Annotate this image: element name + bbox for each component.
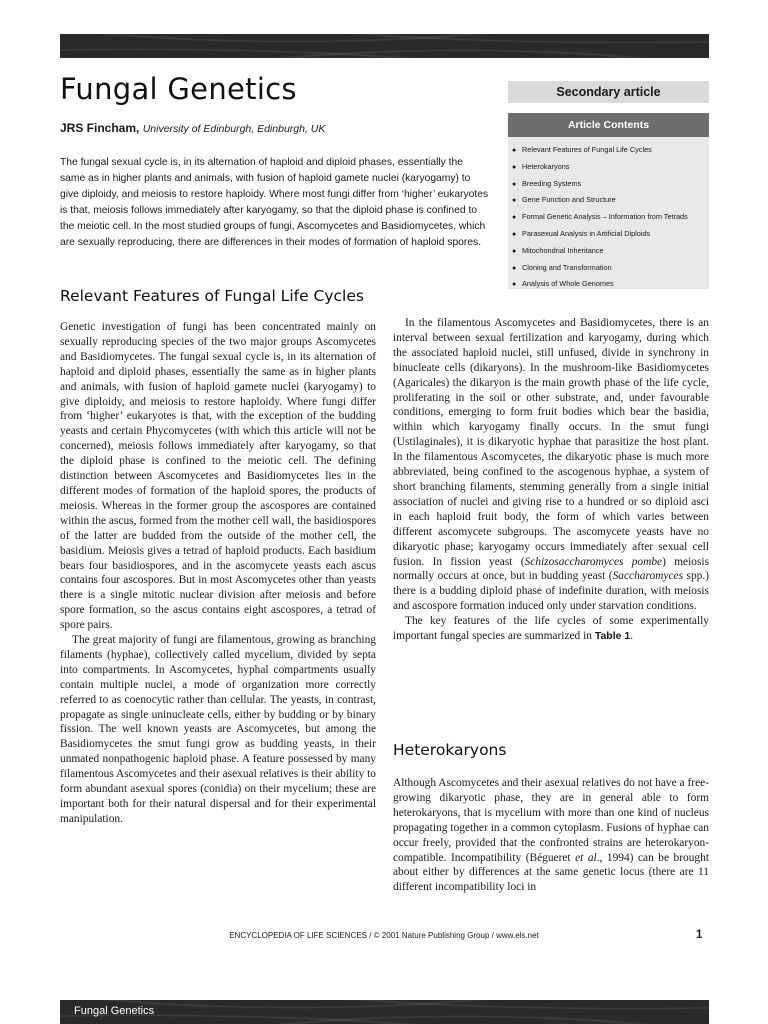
right-column-top [393,316,709,644]
toc-item-label: Mitochondrial Inheritance [522,245,604,255]
page-footer: ENCYCLOPEDIA OF LIFE SCIENCES / © 2001 Nature Publishing Group / www.els.net [229,931,539,940]
header-decorative-band [60,34,709,58]
text-run: ) meiosis normally occurs at once, but in budding yeast ( [393,555,709,583]
text-run: spp.) there is a budding diploid phase of indefinite duration, with meiosis and ascospore formation induced only under starvation conditions. [393,570,710,613]
author-affiliation: University of Edinburgh, Edinburgh, UK [142,123,326,135]
body-paragraph [393,316,709,614]
page-number: 1 [696,929,703,941]
text-run: Although Ascomycetes and their asexual relatives do not have a free-growing dikaryotic phase, they are in general able to form heterokaryons, that is mycelium with more than one kind of nucleus propagating together in a common cytoplasm. Fusions of hyphae can occur freely, provided that the confronted strains are heterokaryon-compatible. Incompatibility (Bégueret [393,777,709,864]
article-contents-list [508,137,709,293]
toc-item[interactable] [512,142,709,159]
bullet-icon: ● [512,197,517,205]
bullet-icon: ● [512,230,517,238]
toc-item[interactable] [512,276,709,293]
left-column [60,320,376,827]
bullet-icon: ● [512,180,517,188]
body-paragraph: Genetic investigation of fungi has been concentrated mainly on sexually reproducing species of the two major groups Ascomycetes and Basidiomycetes. The fungal sexual cycle is, in its alternation of haploid and diploid phases, essentially the same as in higher plants and animals, with fusion of haploid gamete nuclei (karyogamy) to give diploidy, and meiosis to restore haploidy. Where fungi differ from ‘higher’ eukaryotes is that, with the exception of the budding yeasts and certain Phycomycetes (with which this article will not be concerned), meiosis follows immediately after karyogamy, so that the diploid phase is confined to the meiotic cell. The defining distinction between Ascomycetes and Basidiomycetes lies in the different modes of formation of the haploid spores, the products of meiosis. Whereas in the former group the ascospores are contained within the ascus, formed from the mother cell wall, the basidiospores of the latter are budded from the outside of the mother cell, the basidium. Meiosis gives a tetrad of haploid products. Each basidium bears four basidiospores, and in the ascomycete yeasts each ascus contains four ascospores. But in most Ascomycetes other than yeasts there is a single mitotic nuclear division after meiosis and before spore formation, so the ascus contains eight ascospores, a tetrad of spore pairs. [60,321,376,632]
table-reference-link[interactable]: Table 1 [594,630,631,643]
toc-item-label: Parasexual Analysis in Artificial Diploids [522,228,651,238]
article-contents-header: Article Contents [508,113,709,137]
text-run: ., 1994) can be brought about either by differences at the same genetic locus (there are 11 different incompatibility loci in [393,851,709,894]
toc-item-label: Gene Function and Structure [522,195,616,205]
toc-item[interactable] [512,209,709,226]
text-run: In the filamentous Ascomycetes and Basidiomycetes, there is an interval between sexual fertilization and karyogamy, during which the associated haploid nuclei, still unfused, divide in synchrony in binucleate cells (dikaryons). In the mushroom-like Basidiomycetes (Agaricales) the dikaryon is the main growth phase of the life cycle, proliferating in the soil or other substrate, and, under favourable conditions, emerging to form fruit bodies which bear the basidia, within which karyogamy finally occurs. In the smut fungi (Ustilaginales), it is dikaryotic hyphae that parasitize the host plant. In the filamentous Ascomycetes, the dikaryotic phase is much more abbreviated, being confined to the ascogenous hyphae, a system of short branching filaments, stemming generally from a single initial association of nuclei and giving rise to a hundred or so diploid asci in each haploid fruit body, the form of which varies between different ascomycete subgroups. The ascomycete yeasts have no dikaryotic phase; karyogamy occurs immediately after sexual cell fusion. In fission yeast ( [393,317,709,568]
body-paragraph [393,614,709,644]
bullet-icon: ● [512,247,517,255]
body-paragraph [393,776,709,895]
abstract: The fungal sexual cycle is, in its alternation of haploid and diploid phases, essentially the same as in higher plants and animals, with fusion of haploid gamete nuclei (karyogamy) to give diploidy, and meiosis to restore haploidy. Where most fungi differ from ‘higher’ eukaryotes is that, meiosis follows immediately after karyogamy, so that the diploid phase is confined to the meiotic cell. In the most studied groups of fungi, Ascomycetes and Basidiomycetes, which are sexually reproducing, there are differences in their modes of formation of haploid spores. [60,157,489,248]
toc-item[interactable] [512,243,709,260]
text-run: . [630,630,634,643]
toc-item-label: Cloning and Transformation [522,262,612,272]
toc-item[interactable] [512,176,709,193]
toc-item-label: Breeding Systems [522,178,582,188]
toc-item-label: Relevant Features of Fungal Life Cycles [522,145,652,154]
article-title: Fungal Genetics [60,72,297,106]
article-contents-box [508,113,709,289]
secondary-article-label: Secondary article [508,81,709,103]
bullet-icon: ● [512,147,517,154]
section-heading-heterokaryons: Heterokaryons [393,741,507,759]
author-line [60,121,325,135]
toc-item-label: Heterokaryons [522,161,570,171]
citation-etal: et al [575,851,597,864]
toc-item[interactable] [512,260,709,277]
bullet-icon: ● [512,214,517,222]
species-name: Schizosaccharomyces pombe [524,555,663,568]
toc-item[interactable] [512,226,709,243]
section-heading-relevant-features: Relevant Features of Fungal Life Cycles [60,287,364,305]
body-paragraph: The great majority of fungi are filamentous, growing as branching filaments (hyphae), collectively called mycelium, divided by septa into compartments. In Ascomycetes, hyphal compartments usually contain multiple nuclei, a mode of organization more correctly referred to as coenocytic rather than cellular. The yeasts, in contrast, propagate as single uninucleate cells, either by budding or by binary fission. The well known yeasts are Ascomycetes, but among the Basidiomycetes the smut fungi grow as budding yeasts, in their unmated nonpathogenic haploid phase. A feature possessed by many filamentous Ascomycetes and their asexual relatives is their ability to form abundant asexual spores (conidia) on their mycelium; these are important both for their natural dispersal and for their experimental manipulation. [60,634,377,825]
bullet-icon: ● [512,264,517,272]
toc-item[interactable] [512,192,709,209]
species-name: Saccharomyces [612,570,684,583]
text-run: The key features of the life cycles of some experimentally important fungal species are summarized in [393,615,709,643]
right-column-bottom [393,776,709,895]
bullet-icon: ● [512,281,517,289]
toc-item-label: Analysis of Whole Genomes [522,279,614,289]
running-title: Fungal Genetics [74,1005,155,1017]
bullet-icon: ● [512,163,517,171]
footer-decorative-band [60,1000,709,1024]
toc-item-label: Formal Genetic Analysis – Information from Tetrads [522,212,688,222]
toc-item[interactable] [512,159,709,176]
author-name: JRS Fincham, [60,121,140,135]
